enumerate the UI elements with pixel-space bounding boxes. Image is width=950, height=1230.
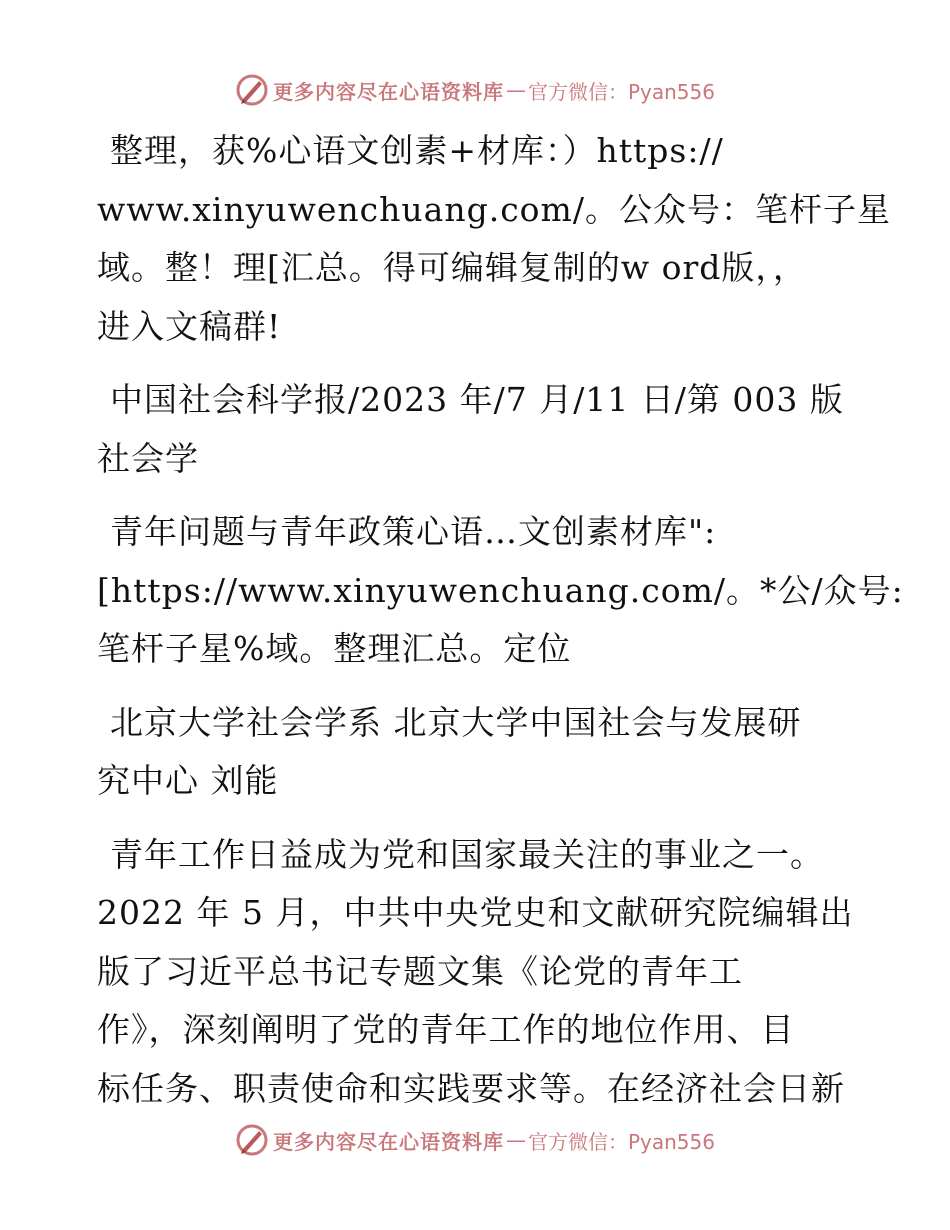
- banner-text: 更多内容尽在心语资料库: [272, 79, 504, 104]
- header-watermark-banner: [0, 70, 950, 110]
- text-line: 青年问题与青年政策心语…文创素材库":: [110, 512, 717, 551]
- banner-separator: —: [505, 1128, 526, 1152]
- text-line: 作》，深刻阐明了党的青年工作的地位作用、目: [97, 1010, 795, 1049]
- text-line: 整理，获%心语文创素+材库：）https://: [110, 131, 724, 170]
- text-line: 2022 年 5 月，中共中央党史和文献研究院编辑出: [97, 893, 854, 932]
- banner-wechat: 官方微信：Pyan556: [527, 79, 715, 104]
- text-line: 中国社会科学报/2023 年/7 月/11 日/第 003 版: [110, 380, 844, 419]
- text-line: [https://www.xinyuwenchuang.com/。*公/众号:: [97, 570, 904, 610]
- text-line: 社会学: [97, 438, 199, 478]
- paragraph-source: [97, 371, 853, 488]
- text-line: 北京大学社会学系 北京大学中国社会与发展研: [110, 702, 802, 742]
- paragraph-title: [97, 503, 904, 679]
- document-body: [97, 122, 904, 1133]
- banner-wechat: 官方微信：Pyan556: [527, 1129, 715, 1154]
- banner-separator: —: [505, 78, 526, 102]
- text-line: 进入文稿群!: [97, 306, 282, 346]
- text-line: 域。整！理[汇总。得可编辑复制的w ord版，，: [97, 248, 807, 287]
- pen-logo-icon: [235, 1123, 269, 1157]
- text-line: 版了习近平总书记专题文集《论党的青年工: [97, 951, 743, 991]
- text-line: www.xinyuwenchuang.com/。公众号：笔杆子星: [97, 189, 891, 229]
- paragraph-body: [97, 826, 853, 1119]
- banner-text: 更多内容尽在心语资料库: [272, 1129, 504, 1154]
- paragraph-author: [97, 694, 853, 811]
- paragraph-intro-note: [97, 122, 891, 356]
- text-line: 究中心 刘能: [97, 761, 279, 800]
- footer-watermark-banner: [0, 1120, 950, 1160]
- text-line: 标任务、职责使命和实践要求等。在经济社会日新: [97, 1068, 845, 1108]
- pen-logo-icon: [235, 73, 269, 107]
- text-line: 笔杆子星%域。整理汇总。定位: [97, 629, 572, 668]
- text-line: 青年工作日益成为党和国家最关注的事业之一。: [110, 834, 824, 874]
